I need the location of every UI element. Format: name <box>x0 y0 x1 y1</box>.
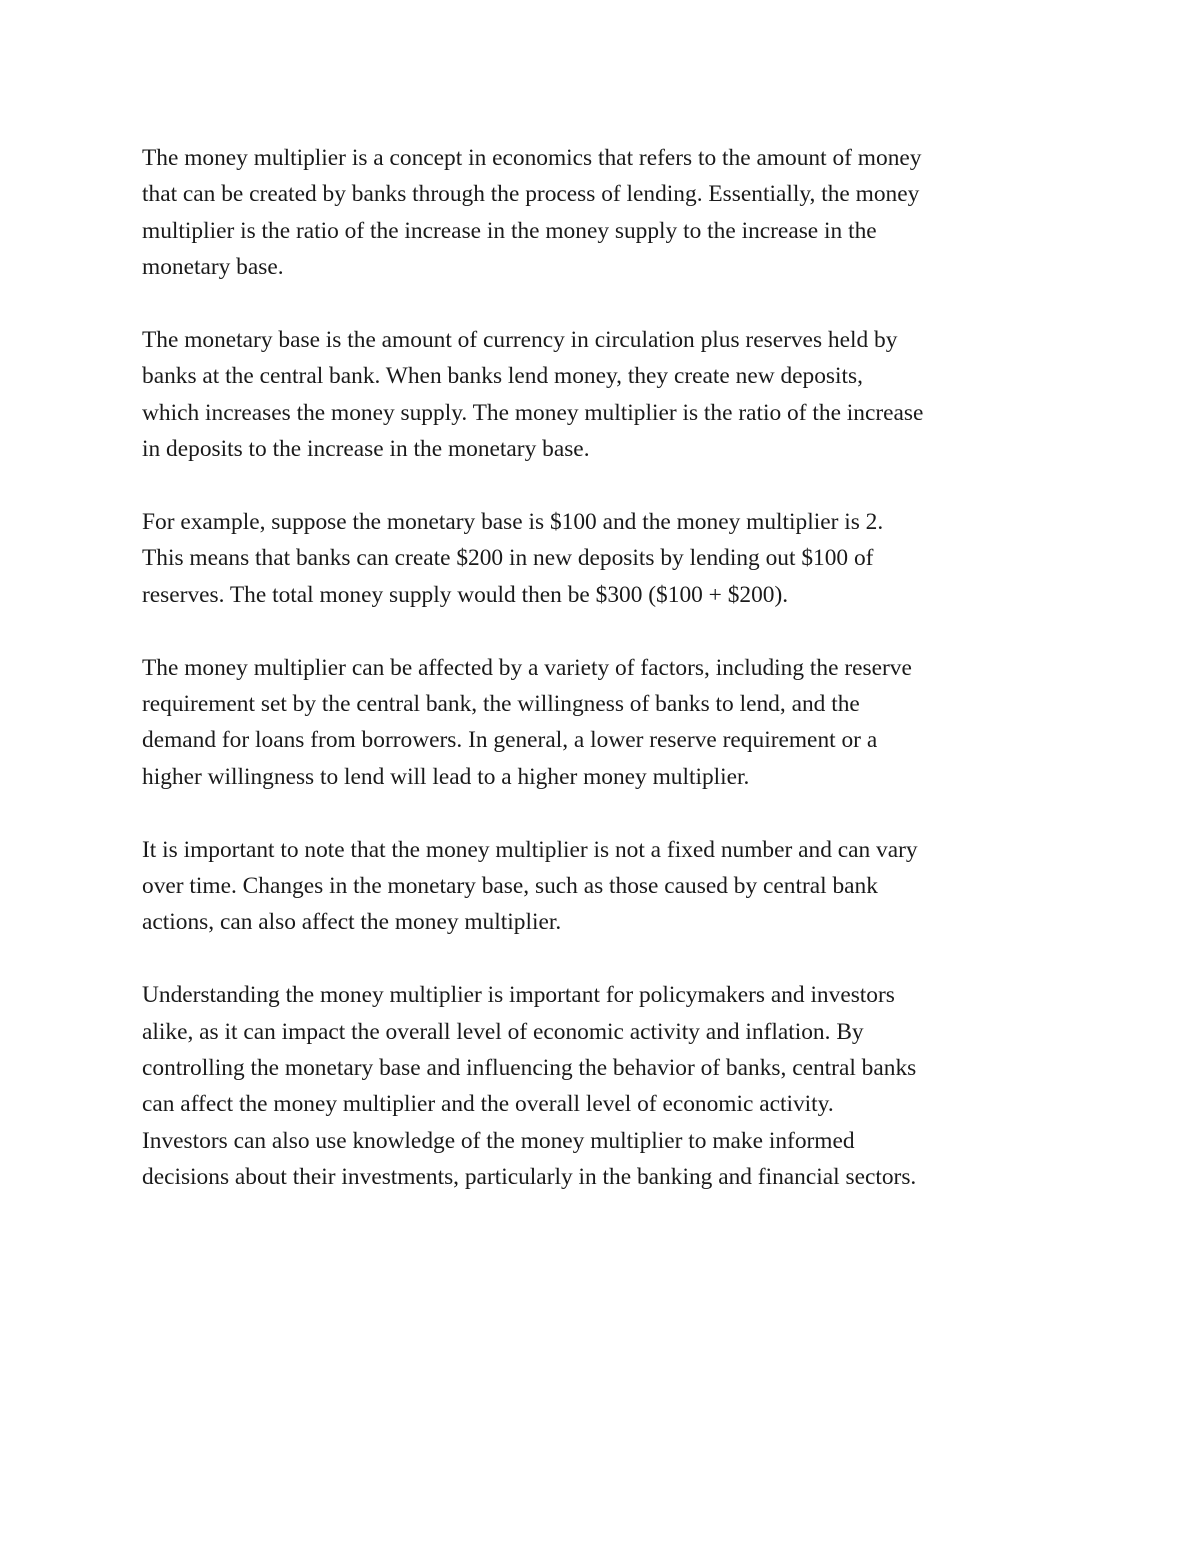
text-line: in deposits to the increase in the monetary base. <box>142 436 590 463</box>
paragraph-3 <box>142 504 1062 613</box>
text-line: reserves. The total money supply would then be $300 ($100 + $200). <box>142 581 789 608</box>
text-line: over time. Changes in the monetary base, such as those caused by central bank <box>142 873 878 900</box>
text-line: The monetary base is the amount of currency in circulation plus reserves held by <box>142 327 898 354</box>
paragraph-1 <box>142 140 1062 286</box>
text-line: The money multiplier is a concept in economics that refers to the amount of money <box>142 145 922 171</box>
text-line: For example, suppose the monetary base is $100 and the money multiplier is 2. <box>142 509 884 536</box>
text-line: higher willingness to lend will lead to a higher money multiplier. <box>142 763 750 790</box>
text-line: actions, can also affect the money multiplier. <box>142 909 562 936</box>
text-line: demand for loans from borrowers. In general, a lower reserve requirement or a <box>142 727 878 754</box>
text-line: multiplier is the ratio of the increase in the money supply to the increase in the <box>142 217 877 244</box>
text-line: requirement set by the central bank, the willingness of banks to lend, and the <box>142 691 860 718</box>
paragraph-4 <box>142 650 1062 796</box>
text-line: can affect the money multiplier and the overall level of economic activity. <box>142 1091 834 1118</box>
text-line: The money multiplier can be affected by a variety of factors, including the reserve <box>142 654 912 681</box>
text-line: Investors can also use knowledge of the money multiplier to make informed <box>142 1127 855 1154</box>
text-line: monetary base. <box>142 254 284 281</box>
paragraph-5 <box>142 832 1062 941</box>
text-line: which increases the money supply. The money multiplier is the ratio of the increase <box>142 399 924 426</box>
text-line: Understanding the money multiplier is important for policymakers and investors <box>142 982 895 1009</box>
text-line: decisions about their investments, particularly in the banking and financial sectors. <box>142 1164 917 1191</box>
text-line: that can be created by banks through the process of lending. Essentially, the money <box>142 181 920 208</box>
text-line: controlling the monetary base and influencing the behavior of banks, central banks <box>142 1055 917 1082</box>
paragraph-6 <box>142 977 1062 1195</box>
text-line: It is important to note that the money multiplier is not a fixed number and can vary <box>142 836 918 863</box>
paragraph-2 <box>142 322 1062 468</box>
text-line: This means that banks can create $200 in new deposits by lending out $100 of <box>142 545 874 572</box>
document-body <box>142 140 1062 1232</box>
text-line: banks at the central bank. When banks lend money, they create new deposits, <box>142 363 863 390</box>
text-line: alike, as it can impact the overall level of economic activity and inflation. By <box>142 1018 864 1045</box>
